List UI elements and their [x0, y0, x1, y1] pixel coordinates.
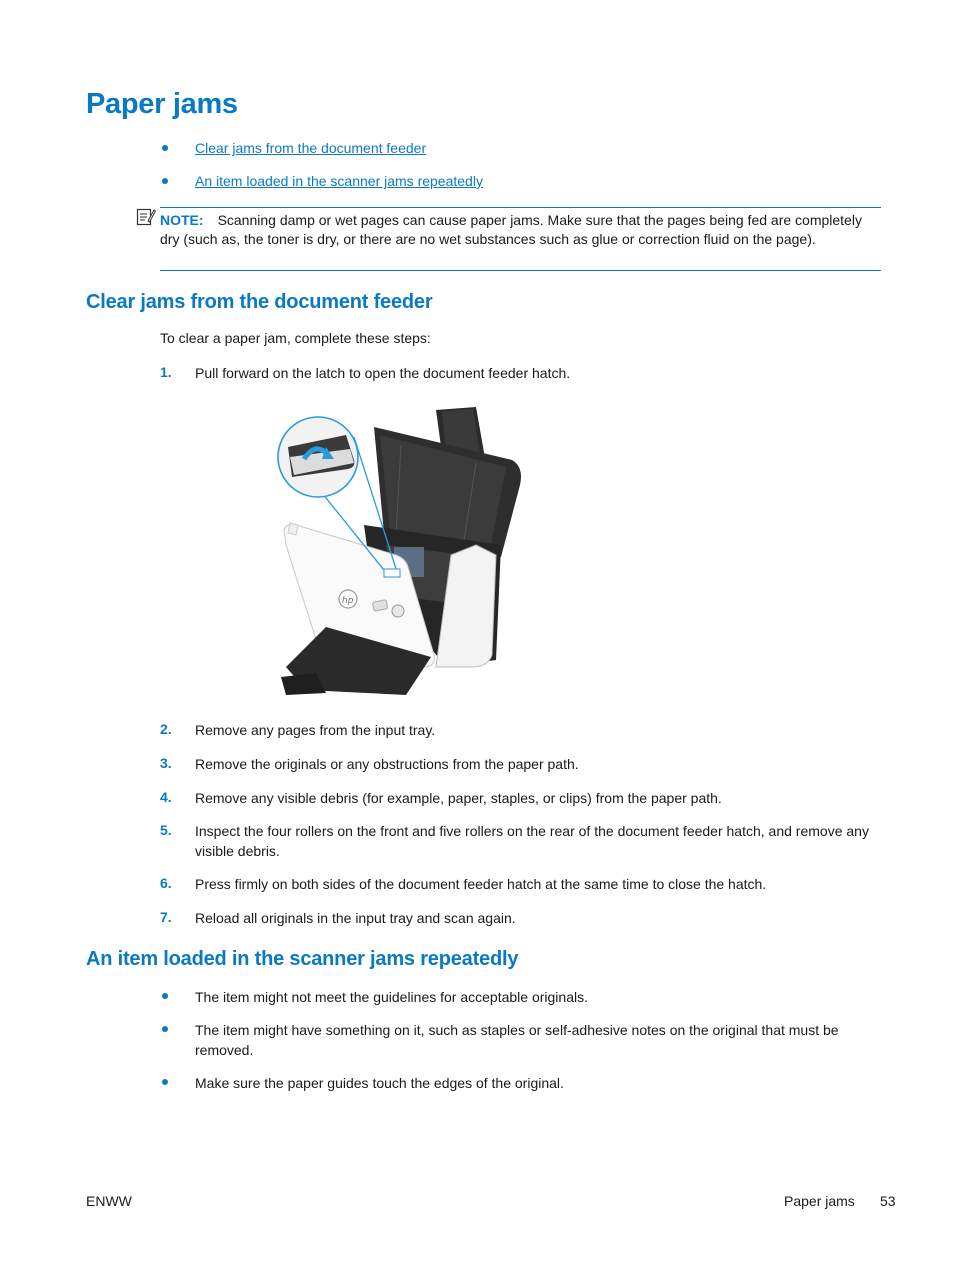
step-text: Remove any pages from the input tray.: [195, 722, 436, 738]
list-item: The item might have something on it, such as staples or self-adhesive notes on the original that must be removed.: [195, 1022, 839, 1058]
step-number: 5.: [160, 822, 172, 838]
note-body: Scanning damp or wet pages can cause paper jams. Make sure that the pages being fed are completely dry (such as, the toner is dry, or there are no wet substances such as glue or correction fluid on the page).: [160, 212, 862, 247]
step-number: 4.: [160, 789, 172, 805]
bullet-icon: [162, 993, 168, 999]
bullet-icon: [162, 1026, 168, 1032]
bullet-icon: [162, 145, 168, 151]
step-text: Inspect the four rollers on the front and five rollers on the rear of the document feeder hatch, and remove any visible debris.: [195, 823, 869, 859]
step-number: 2.: [160, 721, 172, 737]
footer-left: ENWW: [86, 1193, 132, 1209]
step-number: 7.: [160, 909, 172, 925]
section-intro: To clear a paper jam, complete these steps:: [160, 330, 431, 346]
step-text: Pull forward on the latch to open the document feeder hatch.: [195, 365, 571, 381]
step-number: 3.: [160, 755, 172, 771]
hp-logo: hp: [342, 596, 354, 606]
bullet-icon: [162, 1079, 168, 1085]
list-item: The item might not meet the guidelines for acceptable originals.: [195, 989, 588, 1005]
page-title: Paper jams: [86, 88, 238, 120]
section-heading-clear-jams: Clear jams from the document feeder: [86, 291, 433, 313]
step-text: Remove the originals or any obstructions from the paper path.: [195, 756, 579, 772]
page-number: 53: [880, 1193, 896, 1209]
note-icon: [136, 207, 156, 227]
note-label: NOTE:: [160, 212, 204, 228]
step-number: 1.: [160, 364, 172, 380]
section-heading-item-jams: An item loaded in the scanner jams repeatedly: [86, 948, 519, 970]
note-text: [160, 211, 881, 249]
toc-link-clear-jams[interactable]: Clear jams from the document feeder: [195, 140, 427, 156]
scanner-illustration: [276, 405, 526, 697]
list-item: Make sure the paper guides touch the edges of the original.: [195, 1075, 564, 1091]
step-text: Reload all originals in the input tray and scan again.: [195, 910, 516, 926]
toc-link-item-jams[interactable]: An item loaded in the scanner jams repeatedly: [195, 173, 483, 189]
bullet-icon: [162, 178, 168, 184]
note-box: [160, 207, 881, 271]
step-text: Remove any visible debris (for example, paper, staples, or clips) from the paper path.: [195, 790, 722, 806]
step-text: Press firmly on both sides of the document feeder hatch at the same time to close the hatch.: [195, 876, 767, 892]
step-number: 6.: [160, 875, 172, 891]
footer-section: Paper jams: [784, 1193, 855, 1209]
